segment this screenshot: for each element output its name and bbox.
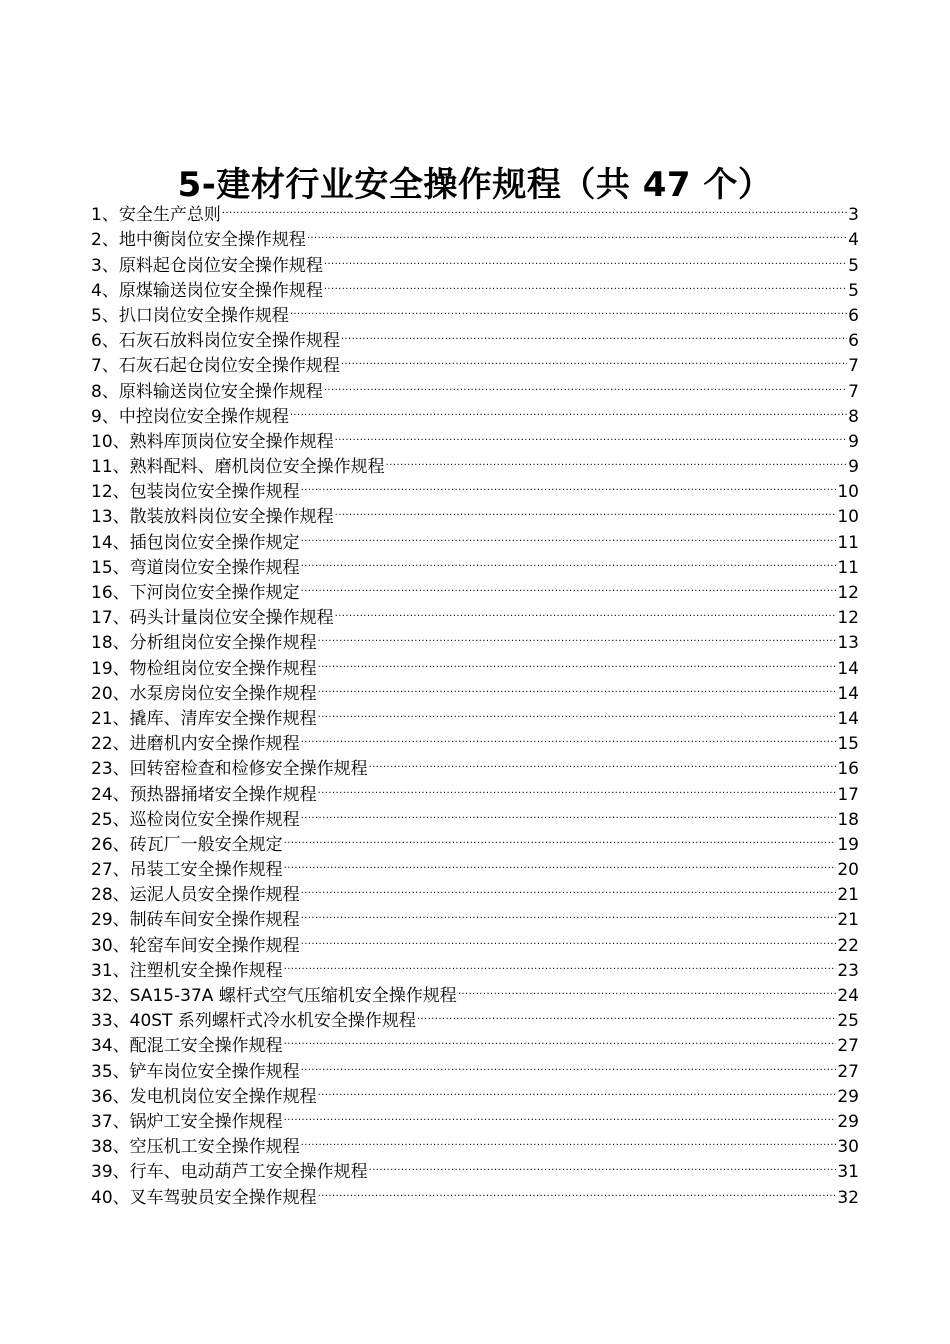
toc-entry-label: 32、SA15-37A 螺杆式空气压缩机安全操作规程 <box>91 986 457 1006</box>
toc-entry-page-number: 8 <box>848 406 859 427</box>
toc-dot-leader <box>300 522 837 547</box>
toc-dot-leader <box>300 875 837 900</box>
toc-dot-leader <box>317 1177 837 1202</box>
toc-entry-page-number: 17 <box>837 784 859 805</box>
toc-entry-page-number: 30 <box>837 1137 859 1158</box>
toc-entry-label: 39、行车、电动葫芦工安全操作规程 <box>91 1162 368 1183</box>
toc-dot-leader <box>317 623 837 648</box>
toc-entry-page-number: 14 <box>837 658 859 679</box>
toc-entry-page-number: 23 <box>837 960 859 981</box>
toc-dot-leader <box>283 1026 837 1051</box>
toc-entry-page-number: 25 <box>837 1011 859 1032</box>
toc-dot-leader <box>283 951 837 976</box>
toc-dot-leader <box>221 195 847 220</box>
toc-entry-page-number: 27 <box>837 1036 859 1057</box>
toc-dot-leader <box>317 674 837 699</box>
toc-entry-page-number: 31 <box>837 1162 859 1183</box>
toc-entry-label: 11、熟料配料、磨机岗位安全操作规程 <box>91 457 385 478</box>
toc-entry-page-number: 20 <box>837 860 859 881</box>
toc-entry-label: 2、地中衡岗位安全操作规程 <box>91 230 306 251</box>
toc-dot-leader <box>317 774 837 799</box>
toc-entry-page-number: 27 <box>837 1061 859 1082</box>
toc-entry-label: 28、运泥人员安全操作规程 <box>91 885 300 906</box>
toc-entry-label: 21、撬库、清库安全操作规程 <box>91 708 317 729</box>
toc-entry-label: 6、石灰石放料岗位安全操作规程 <box>91 331 340 352</box>
toc-dot-leader <box>416 1001 837 1026</box>
toc-entry-page-number: 15 <box>837 734 859 755</box>
toc-dot-leader <box>340 346 847 371</box>
toc-entry-label: 20、水泵房岗位安全操作规程 <box>91 683 317 704</box>
toc-dot-leader <box>323 245 847 270</box>
toc-entry-page-number: 32 <box>837 1187 859 1208</box>
toc-dot-leader <box>323 371 847 396</box>
toc-entry-label: 5、扒口岗位安全操作规程 <box>91 305 289 326</box>
toc-entry-label: 9、中控岗位安全操作规程 <box>91 406 289 427</box>
toc-dot-leader <box>283 850 837 875</box>
toc-entry-label: 26、砖瓦厂一般安全规定 <box>91 834 283 855</box>
toc-entry-label: 34、配混工安全操作规程 <box>91 1036 283 1057</box>
toc-entry-page-number: 11 <box>837 557 859 578</box>
toc-entry-page-number: 13 <box>837 633 859 654</box>
toc-entry-label: 7、石灰石起仓岗位安全操作规程 <box>91 356 340 377</box>
toc-dot-leader <box>283 1102 837 1127</box>
toc-entry-page-number: 9 <box>848 457 859 478</box>
toc-dot-leader <box>334 422 848 447</box>
toc-entry-label: 3、原料起仓岗位安全操作规程 <box>91 255 323 276</box>
toc-entry-label: 22、进磨机内安全操作规程 <box>91 734 300 755</box>
toc-entry-page-number: 10 <box>837 507 859 528</box>
toc-entry-page-number: 22 <box>837 935 859 956</box>
toc-entry-page-number: 18 <box>837 809 859 830</box>
toc-entry-label: 24、预热器捅堵安全操作规程 <box>91 784 317 805</box>
toc-dot-leader <box>300 900 837 925</box>
toc-entry-label: 36、发电机岗位安全操作规程 <box>91 1086 317 1107</box>
toc-dot-leader <box>385 447 848 472</box>
toc-dot-leader <box>340 321 847 346</box>
toc-dot-leader <box>317 648 837 673</box>
toc-entry[interactable] <box>91 195 859 226</box>
page-title: 5-建材行业安全操作规程（共 47 个） <box>177 164 773 205</box>
toc-entry-page-number: 12 <box>837 608 859 629</box>
toc-dot-leader <box>289 296 847 321</box>
toc-entry-label: 1、安全生产总则 <box>91 205 221 226</box>
toc-dot-leader <box>323 271 847 296</box>
toc-entry-page-number: 21 <box>837 910 859 931</box>
toc-entry-page-number: 5 <box>848 280 859 301</box>
toc-entry-label: 33、40ST 系列螺杆式冷水机安全操作规程 <box>91 1011 416 1032</box>
toc-dot-leader <box>289 397 847 422</box>
toc-entry-page-number: 9 <box>848 431 859 452</box>
toc-entry-label: 8、原料输送岗位安全操作规程 <box>91 381 323 402</box>
toc-entry-label: 14、插包岗位安全操作规定 <box>91 532 300 553</box>
toc-entry-label: 31、注塑机安全操作规程 <box>91 960 283 981</box>
toc-entry-label: 38、空压机工安全操作规程 <box>91 1137 300 1158</box>
toc-entry-page-number: 19 <box>837 834 859 855</box>
toc-dot-leader <box>317 699 837 724</box>
toc-entry-label: 18、分析组岗位安全操作规程 <box>91 633 317 654</box>
toc-entry-page-number: 4 <box>848 230 859 251</box>
toc-entry-page-number: 5 <box>848 255 859 276</box>
toc-entry-page-number: 3 <box>848 205 859 226</box>
toc-entry-label: 27、吊装工安全操作规程 <box>91 860 283 881</box>
toc-entry-label: 40、叉车驾驶员安全操作规程 <box>91 1187 317 1208</box>
toc-entry-label: 16、下河岗位安全操作规定 <box>91 583 300 603</box>
toc-dot-leader <box>300 548 837 573</box>
toc-dot-leader <box>334 497 837 522</box>
toc-dot-leader <box>334 598 837 623</box>
toc-entry-label: 12、包装岗位安全操作规程 <box>91 482 300 503</box>
toc-entry-page-number: 29 <box>837 1086 859 1107</box>
toc-entry-page-number: 21 <box>837 885 859 906</box>
toc-entry-page-number: 11 <box>837 532 859 553</box>
toc-entry-label: 35、铲车岗位安全操作规程 <box>91 1061 300 1082</box>
toc-entry-page-number: 16 <box>837 759 859 780</box>
toc-dot-leader <box>300 1127 837 1152</box>
toc-entry-label: 25、巡检岗位安全操作规程 <box>91 809 300 830</box>
toc-dot-leader <box>300 472 837 497</box>
toc-dot-leader <box>457 976 837 1001</box>
toc-entry-label: 37、锅炉工安全操作规程 <box>91 1111 283 1132</box>
toc-dot-leader <box>300 800 837 825</box>
toc-entry-page-number: 7 <box>848 381 859 402</box>
toc-entry-page-number: 6 <box>848 331 859 352</box>
toc-entry-page-number: 29 <box>837 1111 859 1132</box>
toc-entry-label: 30、轮窑车间安全操作规程 <box>91 935 300 956</box>
toc-dot-leader <box>317 1077 837 1102</box>
toc-entry-page-number: 10 <box>837 482 859 503</box>
toc-dot-leader <box>283 825 837 850</box>
toc-entry-page-number: 12 <box>837 583 859 603</box>
toc-entry-label: 15、弯道岗位安全操作规程 <box>91 557 300 578</box>
toc-entry-label: 19、物检组岗位安全操作规程 <box>91 658 317 679</box>
toc-dot-leader <box>300 573 837 598</box>
toc-entry-page-number: 14 <box>837 683 859 704</box>
toc-entry-label: 13、散装放料岗位安全操作规程 <box>91 507 334 528</box>
toc-dot-leader <box>300 724 837 749</box>
toc-entry-label: 10、熟料库顶岗位安全操作规程 <box>91 431 334 452</box>
toc-entry-page-number: 6 <box>848 305 859 326</box>
toc-dot-leader <box>368 1152 837 1177</box>
toc-dot-leader <box>368 749 837 774</box>
toc-entry-label: 23、回转窑检查和检修安全操作规程 <box>91 759 368 780</box>
toc-dot-leader <box>300 1051 837 1076</box>
toc-dot-leader <box>300 925 837 950</box>
toc-entry-page-number: 7 <box>848 356 859 377</box>
toc-dot-leader <box>306 220 847 245</box>
toc-entry-page-number: 24 <box>837 986 859 1006</box>
table-of-contents <box>91 195 859 1208</box>
toc-entry-label: 29、制砖车间安全操作规程 <box>91 910 300 931</box>
toc-entry-label: 17、码头计量岗位安全操作规程 <box>91 608 334 629</box>
toc-entry-label: 4、原煤输送岗位安全操作规程 <box>91 280 323 301</box>
toc-entry-page-number: 14 <box>837 708 859 729</box>
